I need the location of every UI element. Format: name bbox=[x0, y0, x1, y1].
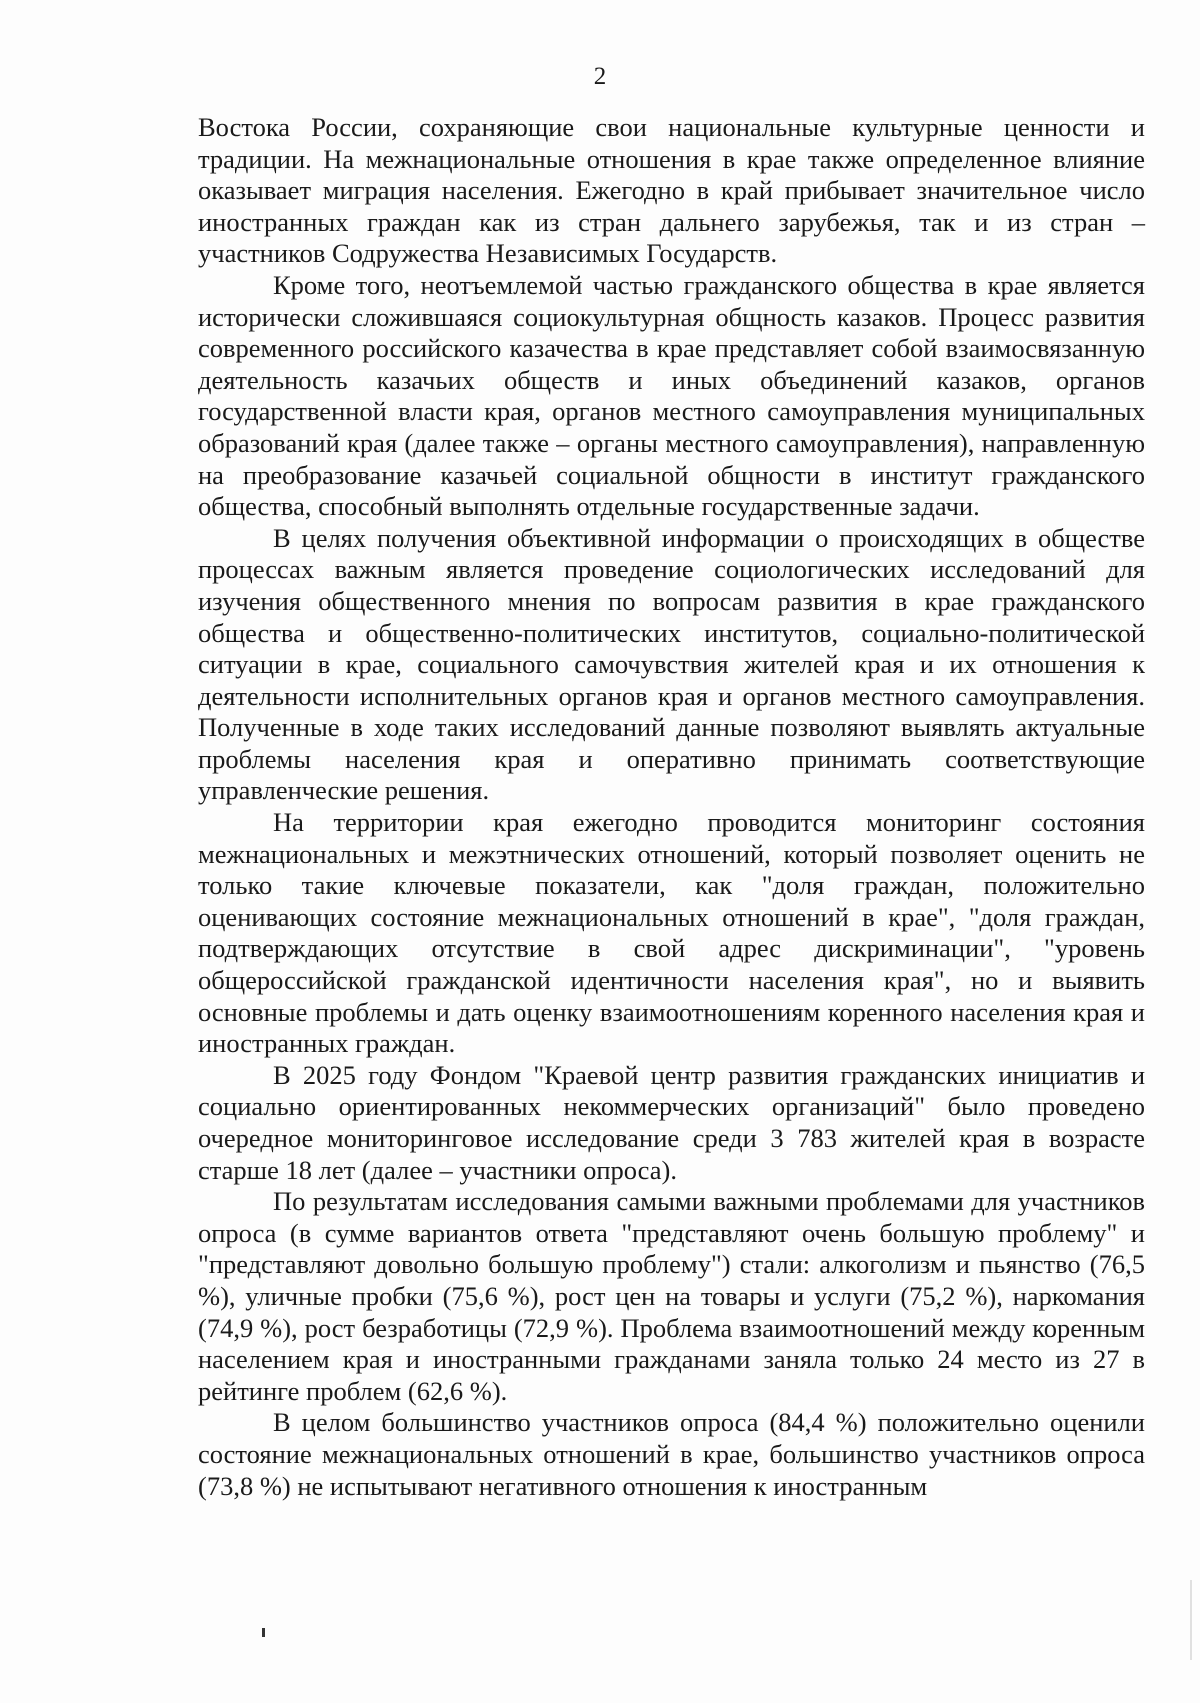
paragraph-monitoring: На территории края ежегодно проводится мониторинг состояния межнациональных и межэтнических отношений, который позволяет оценить не только такие ключевые показатели, как "доля граждан, положительно оценивающих состояние межнациональных отношений в крае", "доля граждан, подтверждающих отсутствие в свой адрес дискриминации", "уровень общероссийской гражданской идентичности населения края", но и выявить основные проблемы и дать оценку взаимоотношениям коренного населения края и иностранных граждан. bbox=[198, 807, 1145, 1059]
scan-edge-shadow bbox=[1190, 1580, 1192, 1660]
paragraph-survey-results: По результатам исследования самыми важными проблемами для участников опроса (в сумме вариантов ответа "представляют очень большую проблему" и "представляют довольно большую проблему") стали: алкоголизм и пьянство (76,5 %), уличные пробки (75,6 %), рост цен на товары и услуги (75,2 %), наркомания (74,9 %), рост безработицы (72,9 %). Проблема взаимоотношений между коренным населением края и иностранными гражданами заняла только 24 место из 27 в рейтинге проблем (62,6 %). bbox=[198, 1186, 1145, 1406]
paragraph-sociological-research: В целях получения объективной информации о происходящих в обществе процессах важным является проведение социологических исследований для изучения общественного мнения по вопросам развития в крае гражданского общества и общественно-политических институтов, социально-политической ситуации в крае, социального самочувствия жителей края и их отношения к деятельности исполнительных органов края и органов местного самоуправления. Полученные в ходе таких исследований данные позволяют выявлять актуальные проблемы населения края и оперативно принимать соответствующие управленческие решения. bbox=[198, 522, 1145, 806]
body-text bbox=[198, 112, 1145, 1502]
scan-mark bbox=[262, 1628, 265, 1637]
paragraph-2025-study: В 2025 году Фондом "Краевой центр развития гражданских инициатив и социально ориентированных некоммерческих организаций" было проведено очередное мониторинговое исследование среди 3 783 жителей края в возрасте старше 18 лет (далее – участники опроса). bbox=[198, 1059, 1145, 1185]
paragraph-cossacks: Кроме того, неотъемлемой частью гражданского общества в крае является исторически сложившаяся социокультурная общность казаков. Процесс развития современного российского казачества в крае представляет собой взаимосвязанную деятельность казачьих обществ и иных объединений казаков, органов государственной власти края, органов местного самоуправления муниципальных образований края (далее также – органы местного самоуправления), направленную на преобразование казачьей социальной общности в институт гражданского общества, способный выполнять отдельные государственные задачи. bbox=[198, 269, 1145, 522]
paragraph-summary: В целом большинство участников опроса (84,4 %) положительно оценили состояние межнациональных отношений в крае, большинство участников опроса (73,8 %) не испытывают негативного отношения к иностранным bbox=[198, 1407, 1145, 1501]
paragraph-continuation: Востока России, сохраняющие свои национальные культурные ценности и традиции. На межнациональные отношения в крае также определенное влияние оказывает миграция населения. Ежегодно в край прибывает значительное число иностранных граждан как из стран дальнего зарубежья, так и из стран – участников Содружества Независимых Государств. bbox=[198, 112, 1145, 269]
page-number: 2 bbox=[593, 63, 607, 90]
